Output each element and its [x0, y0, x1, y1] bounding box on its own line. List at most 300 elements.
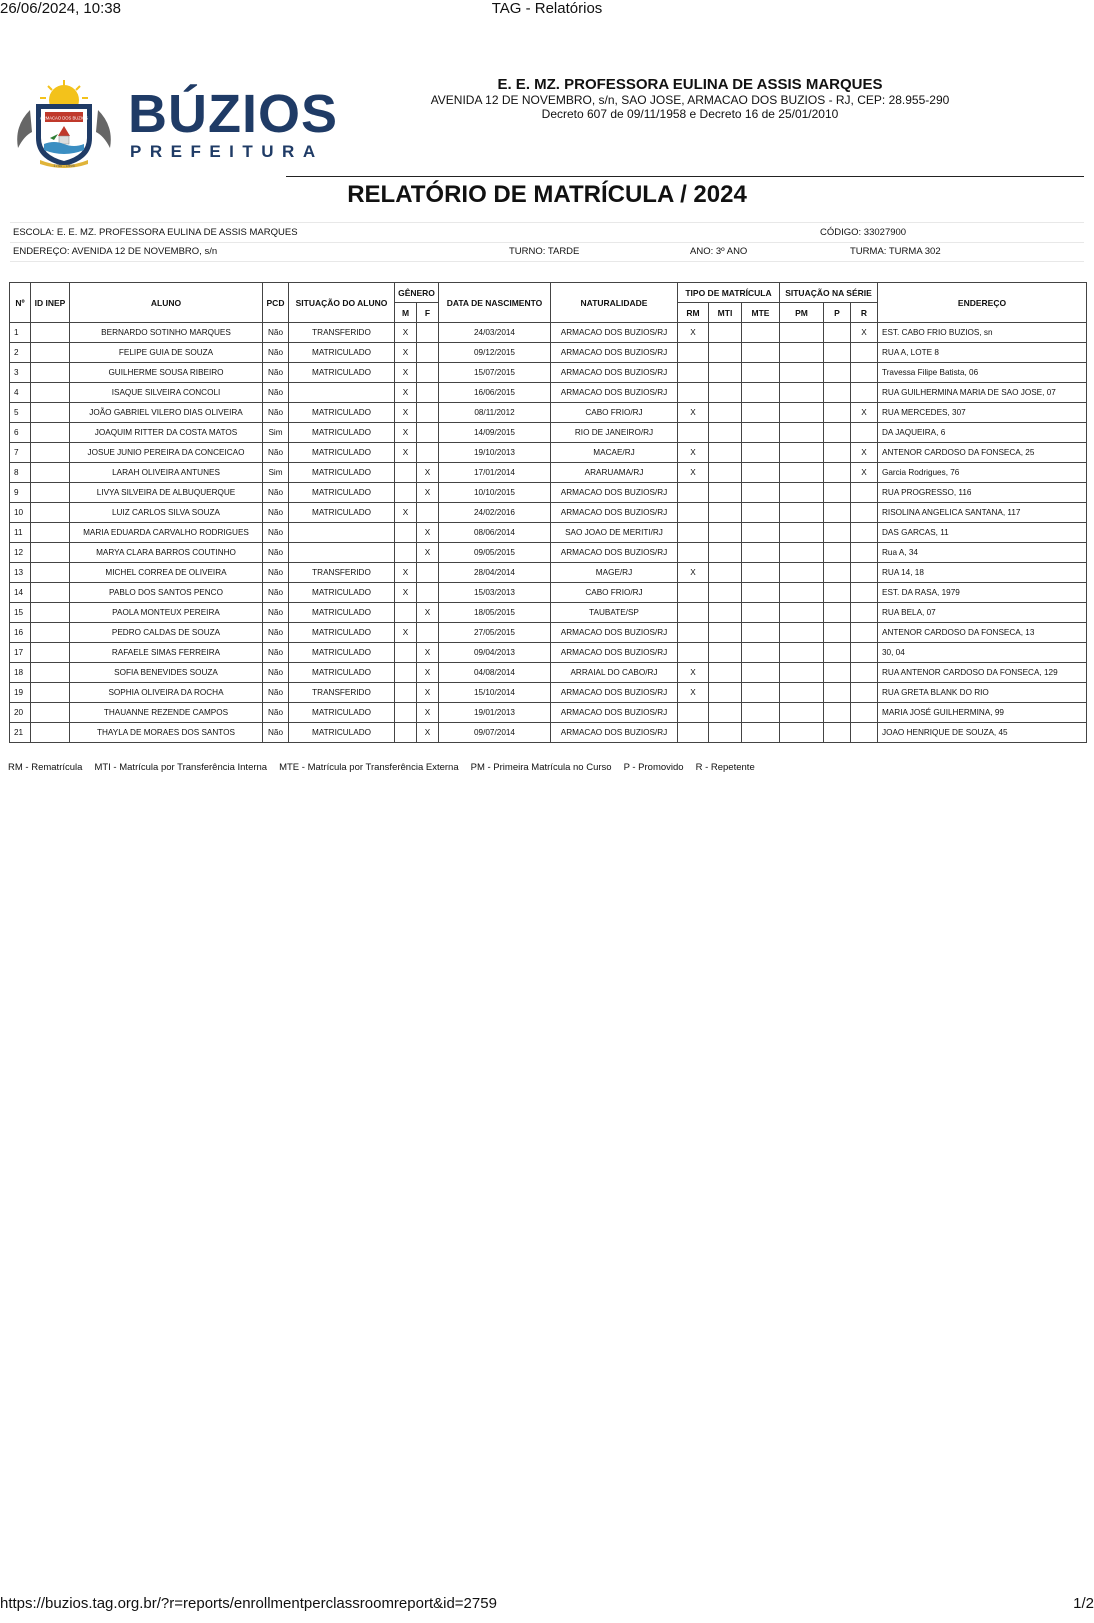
- cell-num: 15: [10, 603, 31, 623]
- cell-mti: [709, 583, 742, 603]
- cell-endereco: Garcia Rodrigues, 76: [878, 463, 1087, 483]
- cell-m: [395, 463, 417, 483]
- table-row: [10, 343, 1087, 363]
- cell-num: 7: [10, 443, 31, 463]
- cell-m: X: [395, 443, 417, 463]
- cell-situacao: TRANSFERIDO: [289, 683, 395, 703]
- cell-mti: [709, 683, 742, 703]
- cell-p: [824, 443, 851, 463]
- cell-pm: [780, 583, 824, 603]
- cell-mti: [709, 343, 742, 363]
- cell-nascimento: 24/03/2014: [439, 323, 551, 343]
- cell-pcd: Não: [263, 503, 289, 523]
- cell-rm: [678, 363, 709, 383]
- cell-p: [824, 663, 851, 683]
- cell-num: 6: [10, 423, 31, 443]
- cell-rm: X: [678, 563, 709, 583]
- cell-naturalidade: ARMACAO DOS BUZIOS/RJ: [551, 323, 678, 343]
- cell-inep: [31, 423, 70, 443]
- cell-p: [824, 463, 851, 483]
- cell-num: 1: [10, 323, 31, 343]
- cell-aluno: THAYLA DE MORAES DOS SANTOS: [70, 723, 263, 743]
- cell-aluno: LIVYA SILVEIRA DE ALBUQUERQUE: [70, 483, 263, 503]
- cell-pcd: Não: [263, 583, 289, 603]
- cell-mte: [742, 323, 780, 343]
- cell-pm: [780, 603, 824, 623]
- cell-m: X: [395, 583, 417, 603]
- cell-r: [851, 383, 878, 403]
- cell-situacao: MATRICULADO: [289, 403, 395, 423]
- cell-endereco: DAS GARCAS, 11: [878, 523, 1087, 543]
- cell-mte: [742, 603, 780, 623]
- cell-nascimento: 18/05/2015: [439, 603, 551, 623]
- cell-inep: [31, 683, 70, 703]
- cell-situacao: MATRICULADO: [289, 603, 395, 623]
- cell-pm: [780, 423, 824, 443]
- cell-pm: [780, 403, 824, 423]
- col-pcd: PCD: [263, 283, 289, 323]
- cell-aluno: LARAH OLIVEIRA ANTUNES: [70, 463, 263, 483]
- cell-situacao: TRANSFERIDO: [289, 563, 395, 583]
- table-row: [10, 423, 1087, 443]
- cell-pm: [780, 703, 824, 723]
- cell-aluno: GUILHERME SOUSA RIBEIRO: [70, 363, 263, 383]
- cell-naturalidade: TAUBATE/SP: [551, 603, 678, 623]
- cell-f: [417, 363, 439, 383]
- cell-num: 16: [10, 623, 31, 643]
- cell-num: 3: [10, 363, 31, 383]
- cell-mte: [742, 663, 780, 683]
- table-row: [10, 723, 1087, 743]
- cell-m: [395, 543, 417, 563]
- cell-f: [417, 623, 439, 643]
- cell-r: [851, 343, 878, 363]
- brand-subtitle: PREFEITURA: [130, 142, 324, 161]
- cell-situacao: MATRICULADO: [289, 503, 395, 523]
- cell-naturalidade: ARMACAO DOS BUZIOS/RJ: [551, 543, 678, 563]
- col-f: F: [417, 303, 439, 323]
- cell-pcd: Não: [263, 483, 289, 503]
- cell-rm: [678, 703, 709, 723]
- report-title: RELATÓRIO DE MATRÍCULA / 2024: [347, 181, 747, 208]
- cell-endereco: RISOLINA ANGELICA SANTANA, 117: [878, 503, 1087, 523]
- cell-endereco: EST. CABO FRIO BUZIOS, sn: [878, 323, 1087, 343]
- cell-mti: [709, 403, 742, 423]
- cell-nascimento: 04/08/2014: [439, 663, 551, 683]
- cell-mti: [709, 543, 742, 563]
- cell-naturalidade: ARARUAMA/RJ: [551, 463, 678, 483]
- cell-p: [824, 643, 851, 663]
- table-row: [10, 623, 1087, 643]
- col-situacao-serie: SITUAÇÃO NA SÉRIE: [780, 283, 878, 303]
- cell-naturalidade: SAO JOAO DE MERITI/RJ: [551, 523, 678, 543]
- cell-f: [417, 343, 439, 363]
- cell-r: [851, 623, 878, 643]
- print-url: https://buzios.tag.org.br/?r=reports/enrollmentperclassroomreport&id=2759: [0, 1595, 497, 1612]
- cell-naturalidade: CABO FRIO/RJ: [551, 403, 678, 423]
- cell-mti: [709, 483, 742, 503]
- cell-p: [824, 583, 851, 603]
- cell-p: [824, 523, 851, 543]
- cell-aluno: PABLO DOS SANTOS PENCO: [70, 583, 263, 603]
- cell-num: 19: [10, 683, 31, 703]
- table-row: [10, 383, 1087, 403]
- cell-num: 2: [10, 343, 31, 363]
- cell-m: [395, 643, 417, 663]
- cell-pcd: Não: [263, 723, 289, 743]
- table-row: [10, 663, 1087, 683]
- cell-pcd: Não: [263, 443, 289, 463]
- cell-pcd: Não: [263, 403, 289, 423]
- cell-inep: [31, 563, 70, 583]
- header-divider: [286, 176, 1084, 177]
- cell-inep: [31, 663, 70, 683]
- cell-pm: [780, 503, 824, 523]
- cell-inep: [31, 523, 70, 543]
- cell-nascimento: 09/04/2013: [439, 643, 551, 663]
- cell-pm: [780, 643, 824, 663]
- city-crest-icon: [10, 78, 118, 170]
- col-nascimento: DATA DE NASCIMENTO: [439, 283, 551, 323]
- cell-aluno: MARYA CLARA BARROS COUTINHO: [70, 543, 263, 563]
- cell-mti: [709, 503, 742, 523]
- cell-p: [824, 623, 851, 643]
- legend-item: PM - Primeira Matrícula no Curso: [470, 762, 612, 773]
- cell-f: X: [417, 723, 439, 743]
- cell-aluno: MARIA EDUARDA CARVALHO RODRIGUES: [70, 523, 263, 543]
- cell-r: [851, 503, 878, 523]
- cell-situacao: MATRICULADO: [289, 363, 395, 383]
- legend-item: P - Promovido: [623, 762, 684, 773]
- cell-endereco: RUA GRETA BLANK DO RIO: [878, 683, 1087, 703]
- cell-endereco: Rua A, 34: [878, 543, 1087, 563]
- cell-aluno: ISAQUE SILVEIRA CONCOLI: [70, 383, 263, 403]
- cell-mte: [742, 463, 780, 483]
- cell-p: [824, 563, 851, 583]
- cell-pcd: Não: [263, 323, 289, 343]
- info-turma: TURMA: TURMA 302: [850, 246, 941, 257]
- cell-f: [417, 443, 439, 463]
- cell-p: [824, 363, 851, 383]
- cell-situacao: MATRICULADO: [289, 443, 395, 463]
- cell-aluno: BERNARDO SOTINHO MARQUES: [70, 323, 263, 343]
- cell-mti: [709, 363, 742, 383]
- cell-rm: [678, 523, 709, 543]
- table-row: [10, 703, 1087, 723]
- cell-pm: [780, 683, 824, 703]
- info-row-school: [10, 222, 1084, 243]
- cell-pm: [780, 563, 824, 583]
- cell-naturalidade: ARMACAO DOS BUZIOS/RJ: [551, 483, 678, 503]
- cell-endereco: MARIA JOSÉ GUILHERMINA, 99: [878, 703, 1087, 723]
- cell-aluno: FELIPE GUIA DE SOUZA: [70, 343, 263, 363]
- cell-f: [417, 423, 439, 443]
- cell-inep: [31, 543, 70, 563]
- cell-mti: [709, 663, 742, 683]
- cell-pm: [780, 443, 824, 463]
- cell-mte: [742, 723, 780, 743]
- table-row: [10, 463, 1087, 483]
- cell-pcd: Sim: [263, 463, 289, 483]
- cell-m: X: [395, 563, 417, 583]
- cell-nascimento: 09/12/2015: [439, 343, 551, 363]
- info-escola: ESCOLA: E. E. MZ. PROFESSORA EULINA DE ASSIS MARQUES: [13, 227, 298, 238]
- cell-aluno: JOÃO GABRIEL VILERO DIAS OLIVEIRA: [70, 403, 263, 423]
- cell-mti: [709, 443, 742, 463]
- legend-item: MTE - Matrícula por Transferência Externa: [279, 762, 459, 773]
- cell-situacao: MATRICULADO: [289, 703, 395, 723]
- cell-f: X: [417, 603, 439, 623]
- cell-m: [395, 683, 417, 703]
- cell-p: [824, 683, 851, 703]
- cell-pm: [780, 323, 824, 343]
- cell-num: 5: [10, 403, 31, 423]
- cell-pcd: Não: [263, 363, 289, 383]
- cell-rm: [678, 343, 709, 363]
- brand-name: BÚZIOS: [128, 84, 339, 144]
- table-row: [10, 683, 1087, 703]
- cell-r: X: [851, 403, 878, 423]
- col-rm: RM: [678, 303, 709, 323]
- col-r: R: [851, 303, 878, 323]
- cell-nascimento: 08/06/2014: [439, 523, 551, 543]
- cell-r: [851, 523, 878, 543]
- cell-p: [824, 603, 851, 623]
- cell-f: X: [417, 463, 439, 483]
- cell-nascimento: 09/07/2014: [439, 723, 551, 743]
- cell-r: [851, 643, 878, 663]
- cell-p: [824, 543, 851, 563]
- cell-inep: [31, 343, 70, 363]
- cell-mte: [742, 583, 780, 603]
- cell-r: [851, 563, 878, 583]
- cell-num: 4: [10, 383, 31, 403]
- cell-aluno: MICHEL CORREA DE OLIVEIRA: [70, 563, 263, 583]
- school-address: AVENIDA 12 DE NOVEMBRO, s/n, SAO JOSE, ARMACAO DOS BUZIOS - RJ, CEP: 28.955-290: [430, 93, 950, 107]
- legend: [8, 762, 767, 773]
- cell-nascimento: 08/11/2012: [439, 403, 551, 423]
- cell-nascimento: 16/06/2015: [439, 383, 551, 403]
- cell-num: 12: [10, 543, 31, 563]
- col-genero: GÊNERO: [395, 283, 439, 303]
- cell-situacao: MATRICULADO: [289, 623, 395, 643]
- cell-mte: [742, 623, 780, 643]
- cell-inep: [31, 323, 70, 343]
- cell-inep: [31, 363, 70, 383]
- cell-pm: [780, 363, 824, 383]
- col-p: P: [824, 303, 851, 323]
- cell-mte: [742, 423, 780, 443]
- cell-num: 18: [10, 663, 31, 683]
- cell-p: [824, 323, 851, 343]
- cell-r: [851, 703, 878, 723]
- cell-f: X: [417, 483, 439, 503]
- cell-mte: [742, 443, 780, 463]
- cell-nascimento: 19/10/2013: [439, 443, 551, 463]
- cell-naturalidade: ARMACAO DOS BUZIOS/RJ: [551, 683, 678, 703]
- cell-f: X: [417, 643, 439, 663]
- cell-inep: [31, 503, 70, 523]
- table-row: [10, 583, 1087, 603]
- cell-naturalidade: CABO FRIO/RJ: [551, 583, 678, 603]
- cell-nascimento: 19/01/2013: [439, 703, 551, 723]
- cell-inep: [31, 403, 70, 423]
- cell-naturalidade: RIO DE JANEIRO/RJ: [551, 423, 678, 443]
- info-turno: TURNO: TARDE: [509, 246, 580, 257]
- cell-endereco: Travessa Filipe Batista, 06: [878, 363, 1087, 383]
- cell-pm: [780, 623, 824, 643]
- col-pm: PM: [780, 303, 824, 323]
- cell-inep: [31, 443, 70, 463]
- col-mti: MTI: [709, 303, 742, 323]
- cell-mte: [742, 523, 780, 543]
- cell-mti: [709, 423, 742, 443]
- cell-naturalidade: ARMACAO DOS BUZIOS/RJ: [551, 503, 678, 523]
- table-row: [10, 643, 1087, 663]
- cell-m: [395, 523, 417, 543]
- cell-inep: [31, 483, 70, 503]
- cell-nascimento: 28/04/2014: [439, 563, 551, 583]
- col-num: Nº: [10, 283, 31, 323]
- table-row: [10, 443, 1087, 463]
- cell-mte: [742, 343, 780, 363]
- cell-endereco: ANTENOR CARDOSO DA FONSECA, 13: [878, 623, 1087, 643]
- table-row: [10, 323, 1087, 343]
- cell-nascimento: 15/03/2013: [439, 583, 551, 603]
- cell-aluno: RAFAELE SIMAS FERREIRA: [70, 643, 263, 663]
- cell-r: [851, 483, 878, 503]
- legend-item: MTI - Matrícula por Transferência Interna: [94, 762, 268, 773]
- cell-naturalidade: ARMACAO DOS BUZIOS/RJ: [551, 643, 678, 663]
- cell-mti: [709, 643, 742, 663]
- cell-situacao: MATRICULADO: [289, 643, 395, 663]
- cell-aluno: THAUANNE REZENDE CAMPOS: [70, 703, 263, 723]
- cell-situacao: MATRICULADO: [289, 583, 395, 603]
- cell-num: 13: [10, 563, 31, 583]
- cell-nascimento: 17/01/2014: [439, 463, 551, 483]
- cell-endereco: RUA ANTENOR CARDOSO DA FONSECA, 129: [878, 663, 1087, 683]
- cell-nascimento: 14/09/2015: [439, 423, 551, 443]
- cell-inep: [31, 643, 70, 663]
- cell-pm: [780, 483, 824, 503]
- cell-pcd: Não: [263, 543, 289, 563]
- cell-num: 8: [10, 463, 31, 483]
- table-row: [10, 563, 1087, 583]
- cell-m: X: [395, 423, 417, 443]
- cell-situacao: MATRICULADO: [289, 723, 395, 743]
- cell-m: X: [395, 383, 417, 403]
- cell-naturalidade: ARMACAO DOS BUZIOS/RJ: [551, 383, 678, 403]
- cell-mte: [742, 543, 780, 563]
- cell-m: X: [395, 323, 417, 343]
- table-row: [10, 403, 1087, 423]
- cell-rm: [678, 383, 709, 403]
- cell-nascimento: 09/05/2015: [439, 543, 551, 563]
- cell-nascimento: 15/10/2014: [439, 683, 551, 703]
- cell-r: [851, 583, 878, 603]
- cell-mte: [742, 363, 780, 383]
- cell-m: [395, 723, 417, 743]
- cell-inep: [31, 383, 70, 403]
- cell-num: 11: [10, 523, 31, 543]
- cell-inep: [31, 583, 70, 603]
- cell-nascimento: 15/07/2015: [439, 363, 551, 383]
- cell-m: [395, 483, 417, 503]
- crest-years: 1740 - 1995: [53, 163, 75, 168]
- col-m: M: [395, 303, 417, 323]
- cell-mti: [709, 723, 742, 743]
- cell-mti: [709, 563, 742, 583]
- enrollment-rows: [10, 323, 1087, 743]
- cell-mte: [742, 703, 780, 723]
- cell-endereco: DA JAQUEIRA, 6: [878, 423, 1087, 443]
- cell-naturalidade: MAGE/RJ: [551, 563, 678, 583]
- cell-p: [824, 383, 851, 403]
- cell-m: X: [395, 503, 417, 523]
- cell-rm: [678, 483, 709, 503]
- cell-m: X: [395, 623, 417, 643]
- cell-pm: [780, 343, 824, 363]
- cell-situacao: [289, 383, 395, 403]
- cell-mti: [709, 463, 742, 483]
- cell-r: [851, 543, 878, 563]
- cell-mte: [742, 503, 780, 523]
- cell-f: X: [417, 683, 439, 703]
- cell-f: [417, 383, 439, 403]
- school-decree: Decreto 607 de 09/11/1958 e Decreto 16 de 25/01/2010: [541, 107, 839, 121]
- cell-num: 17: [10, 643, 31, 663]
- cell-pcd: Não: [263, 623, 289, 643]
- cell-rm: X: [678, 463, 709, 483]
- cell-endereco: EST. DA RASA, 1979: [878, 583, 1087, 603]
- table-row: [10, 483, 1087, 503]
- col-inep: ID INEP: [31, 283, 70, 323]
- cell-mte: [742, 683, 780, 703]
- cell-f: X: [417, 523, 439, 543]
- cell-r: X: [851, 443, 878, 463]
- legend-item: RM - Rematrícula: [8, 762, 83, 773]
- cell-rm: X: [678, 683, 709, 703]
- cell-m: X: [395, 363, 417, 383]
- col-endereco: ENDEREÇO: [878, 283, 1087, 323]
- cell-f: [417, 503, 439, 523]
- cell-rm: [678, 423, 709, 443]
- info-endereco: ENDEREÇO: AVENIDA 12 DE NOVEMBRO, s/n: [13, 246, 218, 257]
- school-header: [286, 76, 1094, 121]
- cell-pcd: Não: [263, 343, 289, 363]
- cell-inep: [31, 703, 70, 723]
- cell-p: [824, 703, 851, 723]
- cell-pcd: Não: [263, 663, 289, 683]
- table-row: [10, 363, 1087, 383]
- cell-situacao: MATRICULADO: [289, 663, 395, 683]
- info-ano: ANO: 3º ANO: [690, 246, 748, 257]
- cell-nascimento: 27/05/2015: [439, 623, 551, 643]
- cell-r: [851, 683, 878, 703]
- cell-pm: [780, 463, 824, 483]
- cell-rm: [678, 643, 709, 663]
- cell-num: 20: [10, 703, 31, 723]
- cell-naturalidade: ARMACAO DOS BUZIOS/RJ: [551, 723, 678, 743]
- cell-pm: [780, 383, 824, 403]
- cell-endereco: RUA GUILHERMINA MARIA DE SAO JOSE, 07: [878, 383, 1087, 403]
- print-datetime: 26/06/2024, 10:38: [0, 0, 121, 17]
- cell-inep: [31, 463, 70, 483]
- cell-endereco: JOAO HENRIQUE DE SOUZA, 45: [878, 723, 1087, 743]
- table-row: [10, 503, 1087, 523]
- cell-rm: X: [678, 323, 709, 343]
- crest-label: ARMACAO DOS BUZIOS: [39, 115, 89, 121]
